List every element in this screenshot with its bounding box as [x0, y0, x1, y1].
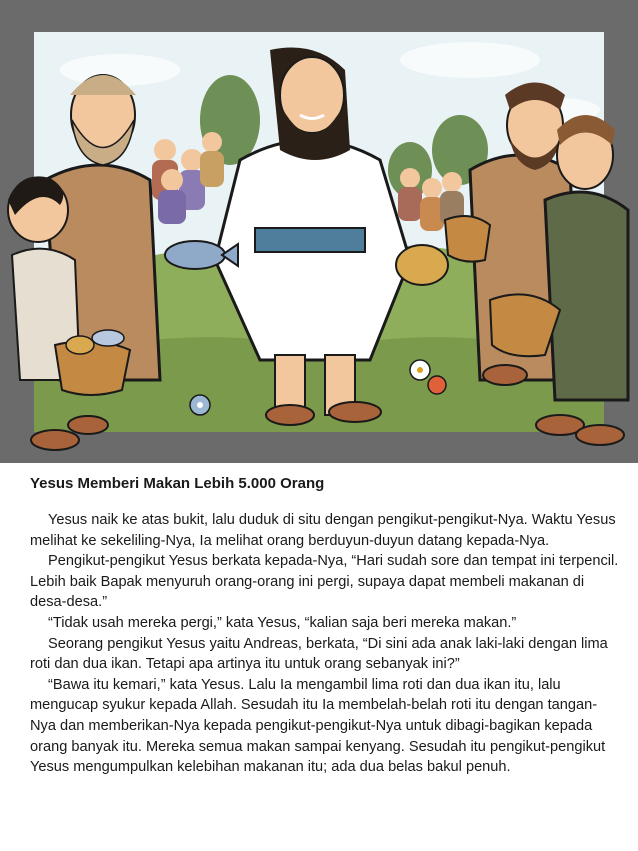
- story-paragraph: Yesus naik ke atas bukit, lalu duduk di situ dengan pengikut-pengikut-Nya. Waktu Yesus melihat ke sekeliling-Nya, Ia melihat orang berduyun-duyun datang kepada-Nya.: [30, 512, 616, 549]
- story-paragraph: “Bawa itu kemari,” kata Yesus. Lalu Ia mengambil lima roti dan dua ikan itu, lalu mengucap syukur kepada Allah. Sesudah itu Ia membelah-belah roti itu dengan tangan-Nya dan memberikan-Nya kepada pengikut-pengikut-Nya untuk dibagi-bagikan kepada orang banyak itu. Mereka semua makan sampai kenyang. Sesudah itu pengikut-pengikut Yesus mengumpulkan kelebihan makanan itu; ada dua belas bakul penuh.: [30, 676, 606, 776]
- story-paragraph: Seorang pengikut Yesus yaitu Andreas, berkata, “Di sini ada anak laki-laki dengan lima roti dan dua ikan. Tetapi apa artinya itu untuk orang sebanyak ini?”: [30, 635, 608, 673]
- story-paragraph: Pengikut-pengikut Yesus berkata kepada-Nya, “Hari sudah sore dan tempat ini terpencil. Lebih baik Bapak menyuruh orang-orang ini pergi, supaya dapat membeli makanan di desa-desa.”: [30, 553, 619, 611]
- story-title: Yesus Memberi Makan Lebih 5.000 Orang: [30, 475, 325, 492]
- story-body: [30, 510, 620, 778]
- story-paragraph: “Tidak usah mereka pergi,” kata Yesus, “kalian saja beri mereka makan.”: [48, 614, 517, 631]
- story-section: [30, 474, 620, 778]
